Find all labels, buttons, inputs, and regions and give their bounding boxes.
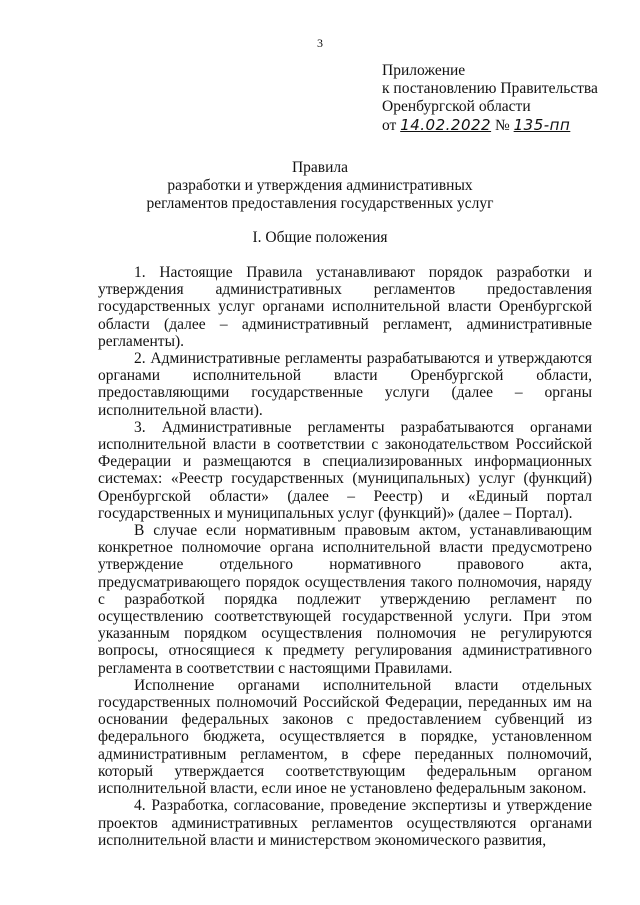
approval-date-line: [382, 116, 632, 135]
section-heading: I. Общие положения: [252, 229, 388, 246]
date-value: 14.02.2022: [400, 116, 492, 134]
date-prefix: от: [382, 117, 397, 134]
title-line-1: Правила: [291, 159, 349, 176]
number-prefix: №: [494, 117, 510, 134]
paragraph-1: 1. Настоящие Правила устанавливают порядок разработки и утверждения административных регламентов предоставления государственных услуг органами исполнительной власти Оренбургской области (далее – административный регламент, административные регламенты).: [98, 264, 592, 350]
number-value: 135-пп: [513, 116, 571, 134]
approval-block: [382, 62, 632, 135]
approval-line-3: Оренбургской области: [382, 98, 531, 115]
paragraph-3: 3. Административные регламенты разрабатываются органами исполнительной власти в соответствии с законодательством Российской Федерации и размещаются в специализированных информационных системах: «Реестр государственных (муниципальных) услуг (функций) Оренбургской области» (далее – Реестр) и «Единый портал государственных и муниципальных услуг (функций)» (далее – Портал).: [98, 418, 592, 522]
paragraph-2: 2. Административные регламенты разрабатываются и утверждаются органами исполнительной власти Оренбургской области, предоставляющими государственные услуги (далее – органы исполнительной власти).: [98, 350, 592, 419]
document-title: [0, 159, 640, 213]
paragraph-4: В случае если нормативным правовым актом, устанавливающим конкретное полномочие органа исполнительной власти предусмотрено утверждение отдельного нормативного правового акта, предусматривающего порядок осуществления такого полномочия, наряду с разработкой порядка подлежит утверждению регламент по осуществлению соответствующей государственной услуги. При этом указанным порядком осуществления полномочия не регулируются вопросы, относящиеся к предмету регулирования административного регламента в соответствии с настоящими Правилами.: [98, 522, 592, 677]
page-number: 3: [317, 36, 323, 50]
approval-line-1: Приложение: [382, 62, 466, 79]
title-line-2: разработки и утверждения административных: [167, 177, 473, 194]
paragraph-5: Исполнение органами исполнительной власти отдельных государственных полномочий Российской Федерации, переданных им на основании федеральных законов с предоставлением субвенций из федерального бюджета, осуществляется в порядке, установленном административным регламентом, в сфере переданных полномочий, который утверждается соответствующим федеральным органом исполнительной власти, если иное не установлено федеральным законом.: [98, 676, 592, 798]
paragraph-6: 4. Разработка, согласование, проведение экспертизы и утверждение проектов административных регламентов осуществляются органами исполнительной власти и министерством экономического развития,: [98, 797, 592, 849]
title-line-3: регламентов предоставления государственных услуг: [146, 195, 494, 212]
approval-line-2: к постановлению Правительства: [382, 80, 598, 97]
body-text: [98, 264, 592, 849]
